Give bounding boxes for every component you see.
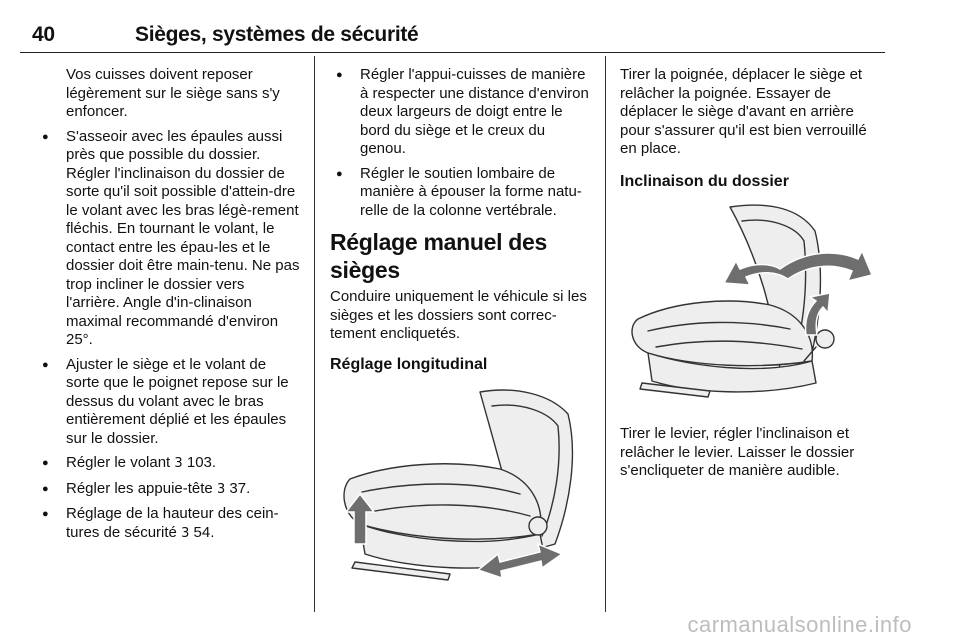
list-item: ● Régler le soutien lombaire de manière à épouser la forme natu-relle de la colonne vertébrale. [330,165,595,221]
ref-text: Régler le volant [66,454,171,471]
seat-slide-figure [330,384,595,596]
recline-instruction-paragraph: Tirer le levier, régler l'inclinaison et relâcher le levier. Laisser le dossier s'encliqueter de manière audible. [620,425,855,479]
page-ref-arrow: 3 [216,481,226,497]
backrest-recline-illustration [620,201,886,413]
subheading-backrest-recline: Inclinaison du dossier [620,172,789,190]
page-header [20,22,885,53]
list-item [36,480,302,500]
list-item: ● Ajuster le siège et le volant de sorte que le poignet repose sur le dessus du volant avec le bras entièrement déplié et les épaules sur le dossier. [36,356,302,449]
page-ref-link[interactable]: 37. [229,479,251,497]
page-ref-arrow: 3 [181,525,190,541]
section-heading: Réglage manuel des sièges [330,229,548,283]
list-item [36,505,302,543]
backrest-recline-figure [620,201,886,413]
page-number: 40 [32,23,55,46]
page-ref-link[interactable]: 54. [193,523,215,541]
ref-text: Réglage de la hauteur des cein-tures de sécurité [66,505,279,541]
column-divider [314,56,315,612]
column-right [620,66,886,487]
watermark: carmanualsonline.info [687,612,912,637]
subheading-longitudinal: Réglage longitudinal [330,355,488,373]
column-left [36,66,302,549]
bullet-list [330,66,595,220]
list-item [36,454,302,474]
column-middle [330,66,595,596]
section-paragraph: Conduire uniquement le véhicule si les sièges et les dossiers sont correc-tement encliquetés. [330,288,587,342]
slide-instruction-paragraph: Tirer la poignée, déplacer le siège et relâcher la poignée. Essayer de déplacer le siège d'avant en arrière pour s'assurer qu'il est bien verrouillé en place. [620,66,867,157]
ref-text: Régler les appuie-tête [66,479,213,497]
list-item: ● S'asseoir avec les épaules aussi près que possible du dossier. Régler l'inclinaison du dossier de sorte qu'il soit possible d'attein-dre le volant avec les bras légè-rement fléchis. En tournant le volant, le contact entre les épau-les et le dossier doit être main-tenu. Ne pas trop incliner le dossier vers l'arrière. Angle d'in-clinaison maximal recommandé d'environ 25°. [36,128,302,350]
intro-paragraph: Vos cuisses doivent reposer légèrement sur le siège sans s'y enfoncer. [66,66,280,120]
page-ref-arrow: 3 [174,456,183,471]
list-item: ● Régler l'appui-cuisses de manière à respecter une distance d'environ deux largeurs de doigt entre le bord du siège et le creux du genou. [330,66,595,159]
bullet-list [36,128,302,544]
column-divider [605,56,606,612]
page-ref-link[interactable]: 103. [186,454,217,471]
seat-longitudinal-illustration [330,384,595,596]
chapter-title: Sièges, systèmes de sécurité [135,23,419,46]
